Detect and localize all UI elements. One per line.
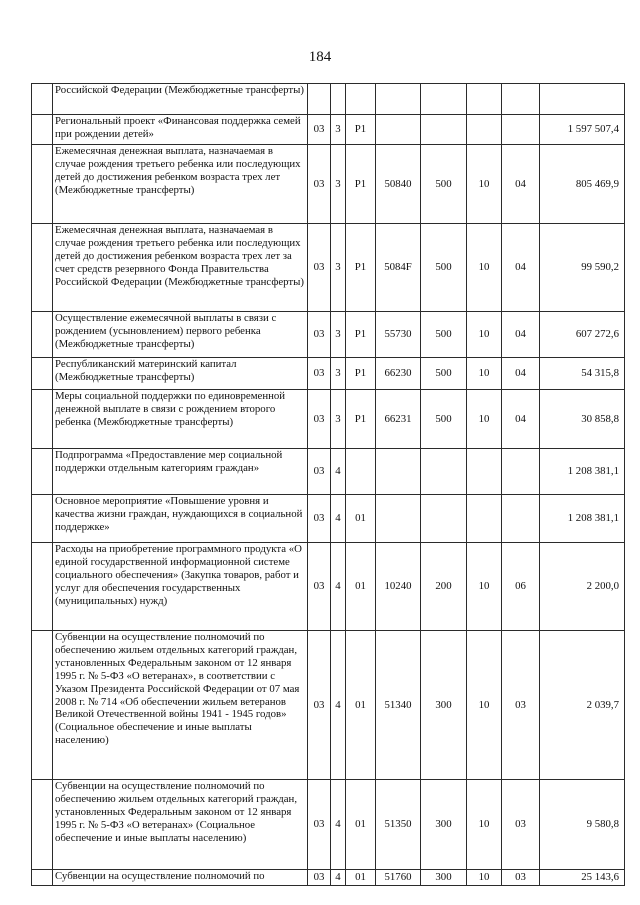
code-cell: P1 bbox=[346, 358, 376, 390]
row-marker-cell bbox=[32, 870, 53, 886]
code-cell: 04 bbox=[502, 358, 540, 390]
table-row bbox=[32, 390, 625, 449]
amount-cell: 607 272,6 bbox=[540, 312, 625, 358]
code-cell: 03 bbox=[308, 115, 331, 145]
code-cell: 10 bbox=[467, 358, 502, 390]
code-cell: 03 bbox=[308, 358, 331, 390]
code-cell: 03 bbox=[308, 495, 331, 543]
code-cell: 10 bbox=[467, 224, 502, 312]
row-marker-cell bbox=[32, 312, 53, 358]
code-cell: 66230 bbox=[376, 358, 421, 390]
code-cell: 03 bbox=[308, 449, 331, 495]
code-cell: P1 bbox=[346, 312, 376, 358]
code-cell bbox=[346, 449, 376, 495]
code-cell: 03 bbox=[308, 543, 331, 631]
code-cell: 10 bbox=[467, 780, 502, 870]
amount-cell: 1 208 381,1 bbox=[540, 449, 625, 495]
table-row bbox=[32, 358, 625, 390]
code-cell: 10 bbox=[467, 543, 502, 631]
row-marker-cell bbox=[32, 631, 53, 780]
code-cell: P1 bbox=[346, 145, 376, 224]
amount-cell: 1 208 381,1 bbox=[540, 495, 625, 543]
code-cell bbox=[376, 84, 421, 115]
code-cell bbox=[502, 449, 540, 495]
amount-cell: 805 469,9 bbox=[540, 145, 625, 224]
table-row bbox=[32, 780, 625, 870]
amount-cell bbox=[540, 84, 625, 115]
code-cell: 03 bbox=[308, 390, 331, 449]
code-cell: 03 bbox=[502, 631, 540, 780]
row-name: Субвенции на осуществление полномочий по обеспечению жильем отдельных категорий граждан, установленных Федеральным законом от 12 января 1995 г. № 5-ФЗ «О ветеранах» (Социальное обеспечение и иные выплаты населению) bbox=[53, 780, 308, 870]
code-cell bbox=[376, 115, 421, 145]
code-cell: 03 bbox=[308, 631, 331, 780]
code-cell: 01 bbox=[346, 495, 376, 543]
row-marker-cell bbox=[32, 390, 53, 449]
table-row bbox=[32, 312, 625, 358]
code-cell: 4 bbox=[331, 449, 346, 495]
code-cell bbox=[376, 449, 421, 495]
code-cell bbox=[421, 495, 467, 543]
code-cell: 03 bbox=[308, 312, 331, 358]
code-cell: 04 bbox=[502, 312, 540, 358]
table-row bbox=[32, 84, 625, 115]
code-cell: P1 bbox=[346, 115, 376, 145]
table-row bbox=[32, 145, 625, 224]
code-cell: 03 bbox=[308, 145, 331, 224]
code-cell: 4 bbox=[331, 543, 346, 631]
row-name: Субвенции на осуществление полномочий по bbox=[53, 870, 308, 886]
code-cell: 51350 bbox=[376, 780, 421, 870]
code-cell: 03 bbox=[308, 780, 331, 870]
code-cell bbox=[502, 495, 540, 543]
code-cell bbox=[421, 115, 467, 145]
code-cell: 03 bbox=[308, 224, 331, 312]
table-row bbox=[32, 115, 625, 145]
code-cell bbox=[467, 84, 502, 115]
code-cell: 200 bbox=[421, 543, 467, 631]
row-name: Ежемесячная денежная выплата, назначаемая в случае рождения третьего ребенка или последующих детей до достижения ребенком возраста трех лет (Межбюджетные трансферты) bbox=[53, 145, 308, 224]
code-cell bbox=[502, 115, 540, 145]
code-cell: 500 bbox=[421, 358, 467, 390]
code-cell: P1 bbox=[346, 224, 376, 312]
page-number: 184 bbox=[308, 49, 332, 65]
code-cell: 300 bbox=[421, 780, 467, 870]
code-cell: 3 bbox=[331, 390, 346, 449]
code-cell: 03 bbox=[502, 870, 540, 886]
amount-cell: 9 580,8 bbox=[540, 780, 625, 870]
row-name: Региональный проект «Финансовая поддержка семей при рождении детей» bbox=[53, 115, 308, 145]
code-cell: 3 bbox=[331, 224, 346, 312]
amount-cell: 30 858,8 bbox=[540, 390, 625, 449]
row-marker-cell bbox=[32, 780, 53, 870]
code-cell: P1 bbox=[346, 390, 376, 449]
code-cell: 04 bbox=[502, 390, 540, 449]
row-name: Основное мероприятие «Повышение уровня и качества жизни граждан, нуждающихся в социальной поддержке» bbox=[53, 495, 308, 543]
row-name: Республиканский материнский капитал (Межбюджетные трансферты) bbox=[53, 358, 308, 390]
code-cell: 500 bbox=[421, 390, 467, 449]
code-cell: 01 bbox=[346, 631, 376, 780]
code-cell: 4 bbox=[331, 780, 346, 870]
code-cell bbox=[467, 115, 502, 145]
code-cell: 10 bbox=[467, 390, 502, 449]
code-cell: 300 bbox=[421, 631, 467, 780]
code-cell: 10 bbox=[467, 631, 502, 780]
code-cell: 03 bbox=[502, 780, 540, 870]
amount-cell: 2 200,0 bbox=[540, 543, 625, 631]
amount-cell: 25 143,6 bbox=[540, 870, 625, 886]
code-cell: 300 bbox=[421, 870, 467, 886]
code-cell bbox=[502, 84, 540, 115]
code-cell: 4 bbox=[331, 631, 346, 780]
code-cell bbox=[467, 449, 502, 495]
budget-table bbox=[31, 83, 625, 886]
code-cell: 03 bbox=[308, 870, 331, 886]
row-marker-cell bbox=[32, 495, 53, 543]
code-cell: 04 bbox=[502, 145, 540, 224]
code-cell bbox=[331, 84, 346, 115]
code-cell: 01 bbox=[346, 870, 376, 886]
row-name: Осуществление ежемесячной выплаты в связи с рождением (усыновлением) первого ребенка (Межбюджетные трансферты) bbox=[53, 312, 308, 358]
row-marker-cell bbox=[32, 84, 53, 115]
code-cell: 500 bbox=[421, 224, 467, 312]
amount-cell: 1 597 507,4 bbox=[540, 115, 625, 145]
row-name: Подпрограмма «Предоставление мер социальной поддержки отдельным категориям граждан» bbox=[53, 449, 308, 495]
code-cell: 04 bbox=[502, 224, 540, 312]
row-name: Меры социальной поддержки по единовременной денежной выплате в связи с рождением второго ребенка (Межбюджетные трансферты) bbox=[53, 390, 308, 449]
code-cell: 4 bbox=[331, 495, 346, 543]
table-row bbox=[32, 631, 625, 780]
amount-cell: 2 039,7 bbox=[540, 631, 625, 780]
table-row bbox=[32, 449, 625, 495]
code-cell: 10 bbox=[467, 870, 502, 886]
code-cell: 51340 bbox=[376, 631, 421, 780]
table-row bbox=[32, 870, 625, 886]
code-cell: 3 bbox=[331, 115, 346, 145]
code-cell: 4 bbox=[331, 870, 346, 886]
code-cell bbox=[467, 495, 502, 543]
code-cell: 10 bbox=[467, 312, 502, 358]
code-cell: 50840 bbox=[376, 145, 421, 224]
row-marker-cell bbox=[32, 449, 53, 495]
code-cell: 500 bbox=[421, 312, 467, 358]
code-cell: 5084F bbox=[376, 224, 421, 312]
row-marker-cell bbox=[32, 224, 53, 312]
code-cell bbox=[308, 84, 331, 115]
row-marker-cell bbox=[32, 358, 53, 390]
code-cell: 01 bbox=[346, 780, 376, 870]
code-cell: 10240 bbox=[376, 543, 421, 631]
code-cell: 10 bbox=[467, 145, 502, 224]
row-name: Расходы на приобретение программного продукта «О единой государственной информационной системе социального обеспечения» (Закупка товаров, работ и услуг для обеспечения государственных (муниципальных) нужд) bbox=[53, 543, 308, 631]
code-cell: 3 bbox=[331, 358, 346, 390]
code-cell bbox=[421, 449, 467, 495]
row-marker-cell bbox=[32, 115, 53, 145]
code-cell: 3 bbox=[331, 312, 346, 358]
code-cell: 51760 bbox=[376, 870, 421, 886]
code-cell: 55730 bbox=[376, 312, 421, 358]
row-name: Российской Федерации (Межбюджетные трансферты) bbox=[53, 84, 308, 115]
code-cell: 500 bbox=[421, 145, 467, 224]
row-name: Субвенции на осуществление полномочий по обеспечению жильем отдельных категорий граждан, установленных Федеральным законом от 12 января 1995 г. № 5-ФЗ «О ветеранах», в соответствии с Указом Президента Российской Федерации от 07 мая 2008 г. № 714 «Об обеспечении жильем ветеранов Великой Отечественной войны 1941 - 1945 годов» (Социальное обеспечение и иные выплаты населению) bbox=[53, 631, 308, 780]
code-cell bbox=[421, 84, 467, 115]
code-cell bbox=[346, 84, 376, 115]
amount-cell: 99 590,2 bbox=[540, 224, 625, 312]
code-cell: 3 bbox=[331, 145, 346, 224]
amount-cell: 54 315,8 bbox=[540, 358, 625, 390]
code-cell: 06 bbox=[502, 543, 540, 631]
row-marker-cell bbox=[32, 145, 53, 224]
row-marker-cell bbox=[32, 543, 53, 631]
table-row bbox=[32, 495, 625, 543]
code-cell bbox=[376, 495, 421, 543]
table-row bbox=[32, 543, 625, 631]
code-cell: 66231 bbox=[376, 390, 421, 449]
code-cell: 01 bbox=[346, 543, 376, 631]
row-name: Ежемесячная денежная выплата, назначаемая в случае рождения третьего ребенка или последующих детей до достижения ребенком возраста трех лет за счет средств резервного Фонда Правительства Российской Федерации (Межбюджетные трансферты) bbox=[53, 224, 308, 312]
table-row bbox=[32, 224, 625, 312]
